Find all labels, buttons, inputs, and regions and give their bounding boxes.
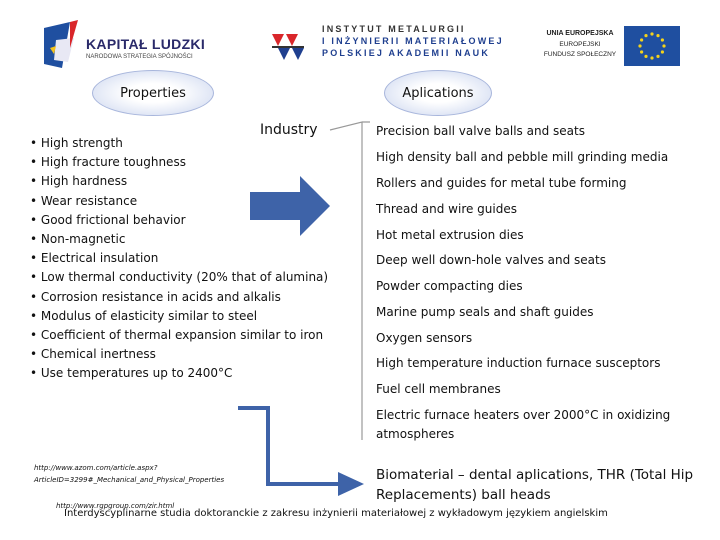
property-item: • Chemical inertness xyxy=(30,347,156,362)
application-item: High temperature induction furnace susceptors xyxy=(376,356,661,370)
application-item: Powder compacting dies xyxy=(376,279,523,293)
application-item: Rollers and guides for metal tube forming xyxy=(376,176,627,190)
eu-line-3: FUNDUSZ SPOŁECZNY xyxy=(543,51,617,58)
eu-line-2: EUROPEJSKI xyxy=(559,41,601,48)
property-item: • High hardness xyxy=(30,174,128,189)
application-item: Fuel cell membranes xyxy=(376,382,501,396)
kapital-ludzki-subtitle: NARODOWA STRATEGIA SPÓJNOŚCI xyxy=(86,54,193,60)
property-item: • High fracture toughness xyxy=(30,155,186,170)
property-item: • Coefficient of thermal expansion similar to iron xyxy=(30,328,324,343)
right-arrow-icon xyxy=(250,176,330,236)
property-item: • Electrical insulation xyxy=(30,251,159,266)
application-item: Thread and wire guides xyxy=(376,202,517,216)
application-item: Electric furnace heaters over 2000°C in oxidizing atmospheres xyxy=(376,408,671,441)
property-item: • Low thermal conductivity (20% that of alumina) xyxy=(30,270,329,285)
eu-line-1: UNIA EUROPEJSKA xyxy=(546,30,614,37)
application-item-biomaterial: Biomaterial – dental aplications, THR (Total Hip Replacements) ball heads xyxy=(376,467,694,503)
applications-brace xyxy=(330,122,370,440)
property-item: • Use temperatures up to 2400°C xyxy=(30,366,233,381)
property-item: • Non-magnetic xyxy=(30,232,126,247)
application-item: Marine pump seals and shaft guides xyxy=(376,305,594,319)
industry-label: Industry xyxy=(260,122,318,138)
institute-line-3: POLSKIEJ AKADEMII NAUK xyxy=(322,48,491,58)
institute-line-1: INSTYTUT METALURGII xyxy=(322,24,466,34)
application-item: High density ball and pebble mill grinding media xyxy=(376,150,669,164)
reference-rgpgroup: http://www.rgpgroup.com/zir.html xyxy=(56,502,175,510)
property-item: • Good frictional behavior xyxy=(30,212,186,227)
property-item: • High strength xyxy=(30,136,123,150)
application-item: Deep well down-hole valves and seats xyxy=(376,253,606,267)
applications-heading: Aplications xyxy=(384,70,492,116)
property-item: • Wear resistance xyxy=(30,193,138,208)
connector-arrow-icon xyxy=(338,472,364,496)
application-item: Precision ball valve balls and seats xyxy=(376,124,585,138)
reference-azom: http://www.azom.com/article.aspx?ArticleID=3299#_Mechanical_and_Physical_Properties xyxy=(34,464,225,484)
properties-heading: Properties xyxy=(92,70,214,116)
application-item: Hot metal extrusion dies xyxy=(376,228,524,242)
footer-text: Interdyscyplinarne studia doktoranckie z zakresu inżynierii materiałowej z wykładowym językiem angielskim xyxy=(64,508,608,519)
institute-line-2: I INŻYNIERII MATERIAŁOWEJ xyxy=(322,36,504,46)
property-item: • Corrosion resistance in acids and alkalis xyxy=(30,289,281,304)
application-item: Oxygen sensors xyxy=(376,331,473,345)
property-item: • Modulus of elasticity similar to steel xyxy=(30,308,258,323)
kapital-ludzki-title: KAPITAŁ LUDZKI xyxy=(86,36,206,52)
